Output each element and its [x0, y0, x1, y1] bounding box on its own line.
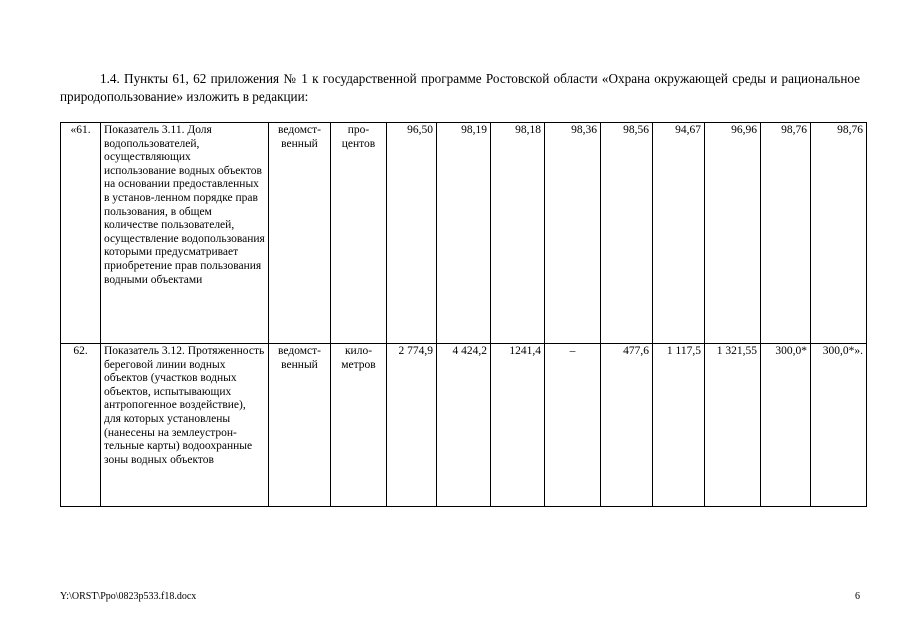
table-row: [61, 123, 867, 344]
value-cell: 2 774,9: [387, 344, 437, 507]
value-cell: 300,0*».: [811, 344, 867, 507]
indicator-unit: про-центов: [331, 123, 387, 344]
value-cell: 96,96: [705, 123, 761, 344]
indicator-type: ведомст-венный: [269, 123, 331, 344]
indicators-table: [60, 122, 867, 507]
value-cell: –: [545, 344, 601, 507]
value-cell: 4 424,2: [437, 344, 491, 507]
indicator-description: Показатель 3.11. Доля водопользователей, осуществляющих использование водных объектов на основании предоставленных в установ-ленном порядке прав пользования, в общем количестве пользователей, осуществление водопользования которыми предусматривает приобретение прав пользования водными объектами: [101, 123, 269, 344]
value-cell: 96,50: [387, 123, 437, 344]
value-cell: 98,18: [491, 123, 545, 344]
value-cell: 98,76: [761, 123, 811, 344]
indicator-type: ведомст-венный: [269, 344, 331, 507]
value-cell: 1 117,5: [653, 344, 705, 507]
file-path-footer: Y:\ORST\Ppo\0823p533.f18.docx: [60, 591, 197, 602]
value-cell: 300,0*: [761, 344, 811, 507]
value-cell: 98,19: [437, 123, 491, 344]
page-number: 6: [855, 591, 860, 602]
table-row: [61, 344, 867, 507]
value-cell: 477,6: [601, 344, 653, 507]
value-cell: 98,36: [545, 123, 601, 344]
row-number: 62.: [61, 344, 101, 507]
row-number: «61.: [61, 123, 101, 344]
indicator-unit: кило-метров: [331, 344, 387, 507]
value-cell: 94,67: [653, 123, 705, 344]
value-cell: 98,76: [811, 123, 867, 344]
value-cell: 98,56: [601, 123, 653, 344]
value-cell: 1 321,55: [705, 344, 761, 507]
value-cell: 1241,4: [491, 344, 545, 507]
indicator-description: Показатель 3.12. Протяженность береговой линии водных объектов (участков водных объектов, испытывающих антропогенное воздействие), для которых установлены (нанесены на землеустрон-тельные карты) водоохранные зоны водных объектов: [101, 344, 269, 507]
intro-paragraph: 1.4. Пункты 61, 62 приложения № 1 к государственной программе Ростовской области «Охрана окружающей среды и рациональное природопользование» изложить в редакции:: [60, 71, 860, 104]
